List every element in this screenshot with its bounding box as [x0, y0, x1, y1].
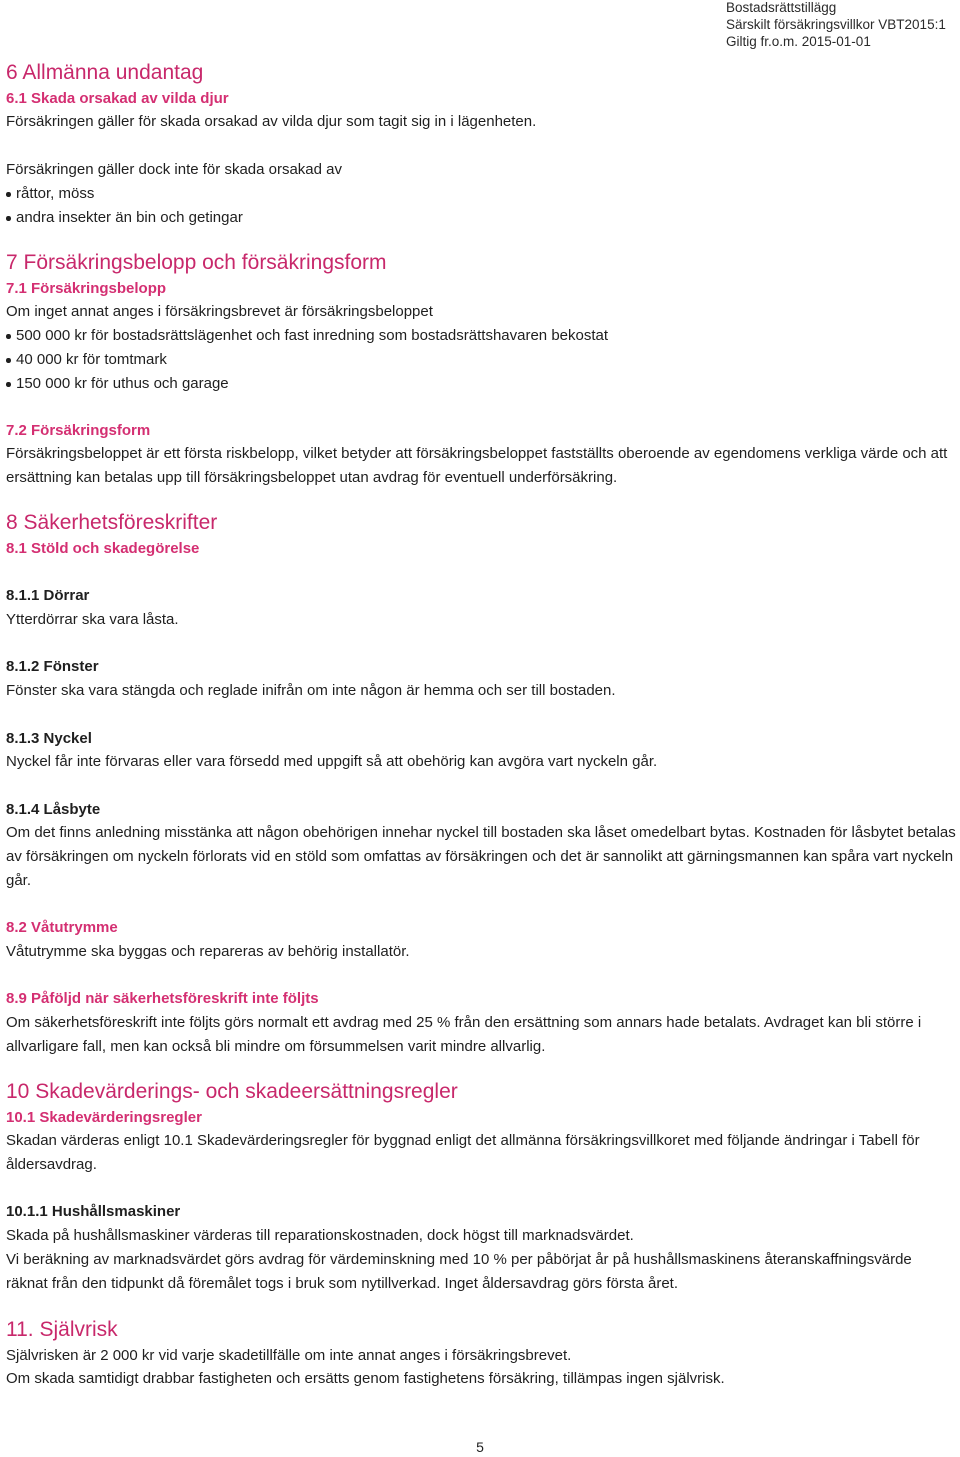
section-11-paragraph-1: Självrisken är 2 000 kr vid varje skadetillfälle om inte annat anges i försäkringsbrevet.: [6, 1347, 572, 1364]
section-6-1-exclusion-list: [6, 182, 956, 230]
header-terms: Särskilt försäkringsvillkor VBT2015:1: [726, 17, 946, 32]
section-8-1-4-heading: 8.1.4 Låsbyte: [6, 801, 101, 818]
section-8-9-heading: 8.9 Påföljd när säkerhetsföreskrift inte följts: [6, 990, 319, 1007]
list-item: 150 000 kr för uthus och garage: [6, 372, 956, 396]
section-10-1-heading: 10.1 Skadevärderingsregler: [6, 1109, 202, 1126]
section-8-2-heading: 8.2 Våtutrymme: [6, 919, 118, 936]
section-6-1-heading: 6.1 Skada orsakad av vilda djur: [6, 90, 229, 107]
section-7-1-amount-list: [6, 324, 956, 396]
document-header: [726, 0, 946, 50]
section-7-2-paragraph: Försäkringsbeloppet är ett första riskbelopp, vilket betyder att försäkringsbeloppet fastställts oberoende av egendomens verkliga värde och att ersättning kan betalas upp till försäkringsbeloppet utan avdrag för eventuell underförsäkring.: [6, 445, 948, 486]
section-6-heading: 6 Allmänna undantag: [6, 61, 204, 84]
section-8-1-2-heading: 8.1.2 Fönster: [6, 658, 99, 675]
section-8-1-2-paragraph: Fönster ska vara stängda och reglade inifrån om inte någon är hemma och ser till bostaden.: [6, 682, 616, 699]
list-item: andra insekter än bin och getingar: [6, 206, 956, 230]
section-7-heading: 7 Försäkringsbelopp och försäkringsform: [6, 251, 387, 274]
section-10-1-1-paragraph-2: Vi beräkning av marknadsvärdet görs avdrag för värdeminskning med 10 % per påbörjat år på hushållsmaskinens återanskaffningsvärde räknat från den tidpunkt då föremålet togs i bruk som nytillverkad. Inget åldersavdrag görs första året.: [6, 1251, 912, 1292]
section-8-1-1-paragraph: Ytterdörrar ska vara låsta.: [6, 611, 179, 628]
section-6-1-paragraph: Försäkringen gäller för skada orsakad av vilda djur som tagit sig in i lägenheten.: [6, 113, 537, 130]
section-10-1-1-heading: 10.1.1 Hushållsmaskiner: [6, 1203, 181, 1220]
section-7-1-paragraph: Om inget annat anges i försäkringsbrevet är försäkringsbeloppet: [6, 303, 433, 320]
list-item: 500 000 kr för bostadsrättslägenhet och fast inredning som bostadsrättshavaren bekostat: [6, 324, 956, 348]
section-8-1-heading: 8.1 Stöld och skadegörelse: [6, 540, 200, 557]
section-8-1-3-heading: 8.1.3 Nyckel: [6, 730, 92, 747]
section-11-paragraph-2: Om skada samtidigt drabbar fastigheten och ersätts genom fastighetens försäkring, tillämpas ingen självrisk.: [6, 1370, 725, 1387]
list-item: 40 000 kr för tomtmark: [6, 348, 956, 372]
section-10-1-paragraph: Skadan värderas enligt 10.1 Skadevärderingsregler för byggnad enligt det allmänna försäkringsvillkoret med följande ändringar i Tabell för åldersavdrag.: [6, 1132, 920, 1173]
section-8-1-1-heading: 8.1.1 Dörrar: [6, 587, 90, 604]
section-8-1-3-paragraph: Nyckel får inte förvaras eller vara försedd med uppgift så att obehörig kan avgöra vart nyckeln går.: [6, 753, 658, 770]
section-8-2-paragraph: Våtutrymme ska byggas och repareras av behörig installatör.: [6, 943, 410, 960]
section-7-1-heading: 7.1 Försäkringsbelopp: [6, 280, 167, 297]
section-8-heading: 8 Säkerhetsföreskrifter: [6, 511, 218, 534]
section-11-heading: 11. Självrisk: [6, 1318, 118, 1341]
section-10-1-1-paragraph-1: Skada på hushållsmaskiner värderas till reparationskostnaden, dock högst till marknadsvärdet.: [6, 1227, 634, 1244]
list-item: råttor, möss: [6, 182, 956, 206]
section-6-1-exclusion-intro: Försäkringen gäller dock inte för skada orsakad av: [6, 161, 343, 178]
section-10-heading: 10 Skadevärderings- och skadeersättningsregler: [6, 1080, 458, 1103]
section-8-9-paragraph: Om säkerhetsföreskrift inte följts görs normalt ett avdrag med 25 % från den ersättning som annars hade betalats. Avdraget kan bli större i allvarligare fall, men kan också bli mindre om försummelsen varit mindre allvarlig.: [6, 1014, 922, 1055]
section-8-1-4-paragraph: Om det finns anledning misstänka att någon obehörigen innehar nyckel till bostaden ska låset omedelbart bytas. Kostnaden för låsbytet betalas av försäkringen om nyckeln förlorats vid en stöld som omfattas av försäkringen och det är sannolikt att gärningsmannen kan spåra vart nyckeln går.: [6, 824, 956, 889]
section-7-2-heading: 7.2 Försäkringsform: [6, 422, 151, 439]
page-number: 5: [476, 1439, 484, 1455]
header-product: Bostadsrättstillägg: [726, 0, 837, 15]
header-valid-from: Giltig fr.o.m. 2015-01-01: [726, 34, 871, 49]
